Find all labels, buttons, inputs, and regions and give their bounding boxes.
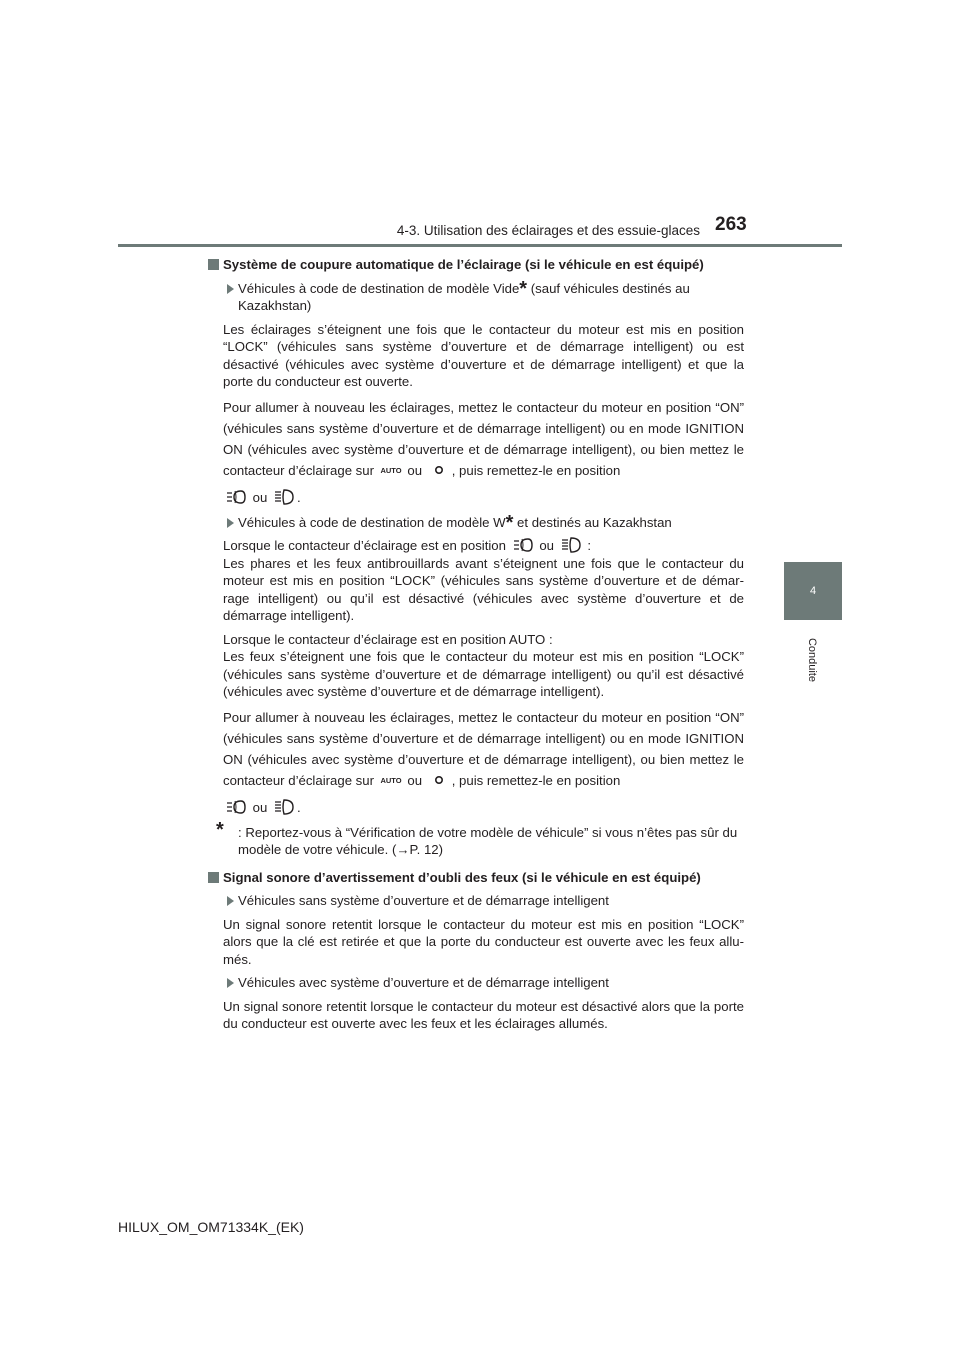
paragraph-text: Lorsque le contacteur d’éclairage est en position AUTO : [223, 631, 553, 647]
paragraph-with-icons [208, 537, 744, 625]
period: . [297, 489, 301, 505]
or-text: ou [539, 538, 554, 553]
or-text: ou [252, 489, 268, 505]
period: . [297, 799, 301, 815]
icon-line [223, 797, 744, 818]
document-id: HILUX_OM_OM71334K_(EK) [118, 1219, 304, 1235]
triangle-bullet-icon [227, 978, 234, 988]
or-text: ou [252, 799, 268, 815]
square-bullet-icon [208, 872, 219, 883]
header-rule [118, 244, 842, 247]
heading-text: Signal sonore d’avertissement d’oubli des feux (si le véhicule en est équipé) [223, 869, 701, 885]
section-heading-auto-off [208, 256, 744, 274]
paragraph: Un signal sonore retentit lorsque le contacteur du moteur est désactivé alors que la porte du conducteur est ouverte avec les feux et les éclairages allumés. [223, 998, 744, 1031]
subheading-w-kazakhstan [208, 511, 744, 534]
header-section-title: 4-3. Utilisation des éclairages et des essuie-glaces [396, 223, 700, 238]
icon-line [223, 487, 744, 508]
triangle-bullet-icon [227, 518, 234, 528]
off-o-icon [428, 462, 450, 478]
subheading-text-cont: (sauf véhicules destinés au Kazakhstan) [238, 280, 690, 313]
subheading-text: Véhicules avec système d’ouverture et de démarrage intelligent [238, 975, 609, 990]
front-fog-light-icon [225, 489, 247, 505]
subheading-text-cont: et destinés au Kazakhstan [513, 514, 672, 530]
svg-text:AUTO: AUTO [380, 465, 402, 475]
chapter-tab [784, 562, 842, 620]
page-content [208, 256, 744, 1039]
paragraph-text: Les phares et les feux antibrouillards avant s’éteignent une fois que le contacteur du moteur est mis en position “LOCK” (véhicules sans système d’ouverture et de démar-rage intelligent) ou qu’il est désactivé (véhicules avec système d’ouverture et de démarrage intelligent). [223, 555, 744, 623]
footnote-marker: * [216, 818, 224, 841]
or-text: ou [407, 772, 423, 788]
subheading-text: Véhicules à code de destination de modèle Vide [238, 280, 520, 296]
paragraph-text: Pour allumer à nouveau les éclairages, mettez le contacteur du moteur en position “ON” (véhicules sans système d’ouverture et de démarrage intelligent) ou en mode IGNITION ON (véhicules avec système d’ouverture et de démarrage intelligent), ou bien mettez le contacteur d’éclairage sur [223, 709, 744, 788]
paragraph-text: Les feux s’éteignent une fois que le contacteur du moteur est mis en position “LOCK” (véhicules sans système d’ouverture et de démarrage intelligent) ou qu’il est désactivé (véhicules avec système d’ouverture et de démarrage intelligent). [223, 649, 744, 699]
off-o-icon [428, 772, 450, 788]
paragraph [208, 631, 744, 701]
subheading-smart-entry [208, 974, 744, 992]
auto-light-icon [380, 462, 402, 478]
triangle-bullet-icon [227, 896, 234, 906]
paragraph-text-cont: , puis remettez-le en position [451, 772, 621, 788]
colon: : [587, 538, 592, 553]
paragraph: Un signal sonore retentit lorsque le contacteur du moteur est mis en position “LOCK” alors que la clé est retirée et que la porte du conducteur est ouverte avec les feux allu-més. [223, 916, 744, 967]
headlight-icon [560, 537, 582, 553]
paragraph-text: Pour allumer à nouveau les éclairages, mettez le contacteur du moteur en position “ON” (véhicules sans système d’ouverture et de démarrage intelligent) ou en mode IGNITION ON (véhicules avec système d’ouverture et de démarrage intelligent), ou bien mettez le contacteur d’éclairage sur [223, 399, 744, 478]
page-number: 263 [715, 214, 747, 235]
chapter-number: 4 [809, 585, 817, 597]
square-bullet-icon [208, 259, 219, 270]
subheading-text: Véhicules à code de destination de modèle W [238, 514, 506, 530]
footnote-text: : Reportez-vous à “Vérification de votre modèle de véhicule” si vous n’êtes pas sûr du modèle de votre véhicule. (→P. 12) [238, 824, 738, 857]
paragraph-text-cont: , puis remettez-le en position [451, 462, 621, 478]
front-fog-light-icon [225, 799, 247, 815]
front-fog-light-icon [512, 537, 534, 553]
heading-text: Système de coupure automatique de l’éclairage (si le véhicule en est équipé) [223, 257, 704, 272]
footnote [208, 818, 744, 859]
paragraph-with-icons [208, 707, 744, 818]
paragraph: Les éclairages s’éteignent une fois que le contacteur du moteur est mis en position “LOCK” (véhicules sans système d’ouverture et de démarrage intelligent) ou est désactivé (véhicules avec système d’ouverture et de démarrage intelligent) et que la porte du conducteur est ouverte. [223, 321, 744, 389]
paragraph-with-icons [208, 397, 744, 508]
chapter-label: Conduite [806, 637, 818, 683]
line [223, 537, 744, 555]
headlight-icon [273, 489, 295, 505]
subheading-no-smart-entry [208, 892, 744, 910]
subheading-text: Véhicules sans système d’ouverture et de démarrage intelligent [238, 893, 609, 908]
section-heading-warning-buzzer [208, 869, 744, 887]
headlight-icon [273, 799, 295, 815]
triangle-bullet-icon [227, 284, 234, 294]
auto-light-icon [380, 772, 402, 788]
paragraph-text: Lorsque le contacteur d’éclairage est en position [223, 538, 506, 553]
svg-text:AUTO: AUTO [380, 775, 402, 785]
chapter-tab-label [784, 630, 842, 690]
or-text: ou [407, 462, 423, 478]
subheading-vide [208, 277, 744, 315]
footnote-marker: * [519, 277, 528, 300]
footnote-marker: * [505, 511, 514, 534]
